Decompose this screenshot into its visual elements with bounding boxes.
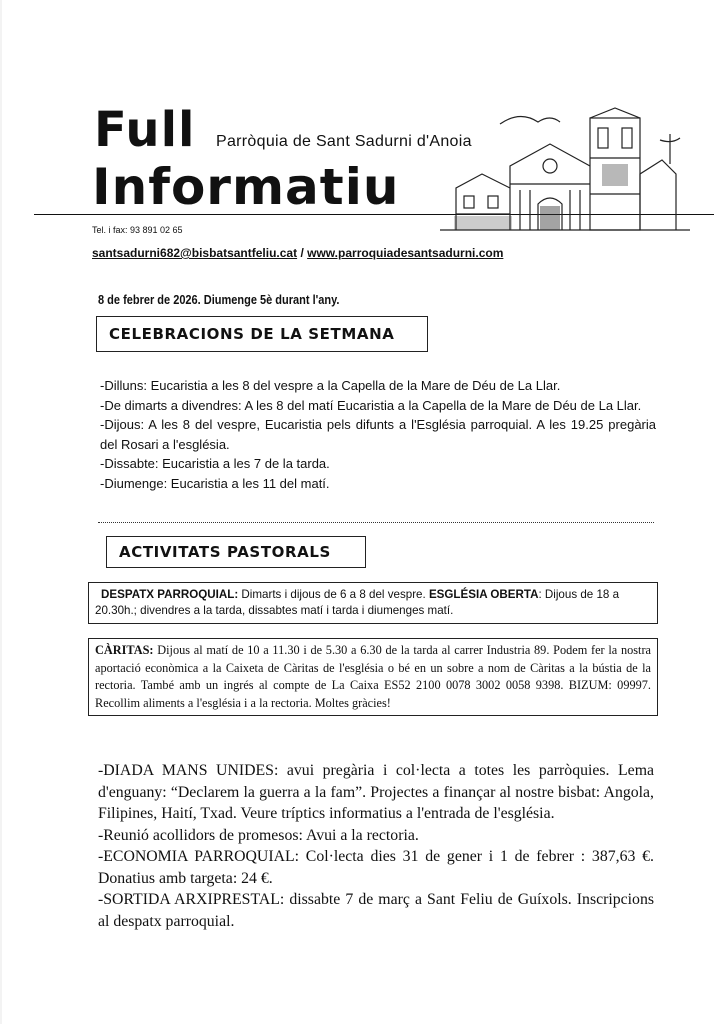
section-heading-text: CELEBRACIONS DE LA SETMANA — [109, 325, 395, 343]
website-link[interactable]: www.parroquiadesantsadurni.com — [307, 246, 504, 260]
open-church-label: ESGLÉSIA OBERTA — [428, 588, 539, 601]
dotted-divider — [98, 522, 654, 523]
news-item: -DIADA MANS UNIDES: avui pregària i col·lecta a totes les parròquies. Lema d'enguany: “Declarem la guerra a la fam”. Projectes a finançar al nostre bisbat: Angola, Filipines, Haití, Txad. Veure tríptics informatius a l'entrada de l'església. — [98, 762, 654, 822]
caritas-box — [88, 638, 658, 716]
contact-line — [92, 245, 503, 261]
list-item: -Dissabte: Eucaristia a les 7 de la tarda. — [100, 456, 330, 471]
office-hours-box — [88, 582, 658, 624]
contact-separator: / — [297, 246, 308, 260]
phone-number: Tel. i fax: 93 891 02 65 — [92, 225, 183, 235]
section-heading-text: ACTIVITATS PASTORALS — [119, 543, 331, 561]
list-item: -De dimarts a divendres: A les 8 del matí Eucaristia a la Capella de la Mare de Déu de La Llar. — [100, 397, 642, 413]
news-item: -ECONOMIA PARROQUIAL: Col·lecta dies 31 de gener i 1 de febrer : 387,63 €. Donatius amb targeta: 24 €. — [98, 848, 654, 887]
email-link[interactable]: santsadurni682@bisbatsantfeliu.cat — [92, 246, 298, 260]
open-church-text: : Dijous de 18 a 20.30h.; divendres a la tarda, dissabtes matí i tarda i diumenges matí. — [95, 588, 620, 617]
office-label: DESPATX PARROQUIAL: — [101, 588, 239, 601]
section-heading-celebracions — [96, 316, 428, 352]
news-item: -SORTIDA ARXIPRESTAL: dissabte 7 de març a Sant Feliu de Guíxols. Inscripcions al despatx parroquial. — [98, 891, 654, 930]
newsletter-title-line1: Full — [94, 102, 196, 158]
newsletter-title-line2: Informatiu — [92, 158, 400, 216]
section-heading-activitats — [106, 536, 366, 568]
list-item: -Dijous: A les 8 del vespre, Eucaristia pels difunts a l'Església parroquial. A les 19.25 pregària del Rosari a l'església. — [100, 417, 656, 452]
list-item: -Dilluns: Eucaristia a les 8 del vespre a la Capella de la Mare de Déu de La Llar. — [100, 378, 561, 393]
caritas-label: CÀRITAS: — [95, 643, 154, 657]
caritas-text: Dijous al matí de 10 a 11.30 i de 5.30 a 6.30 de la tarda al carrer Industria 89. Podem fer la nostra aportació econòmica a la Caixeta de Càritas de l'església o bé en un sobre a nom de Càritas a la bústia de la rectoria. També amb un ingrés al compte de La Caixa ES52 2100 0078 3002 0058 9398. BIZUM: 09997. Recollim aliments a l'església i a la rectoria. Moltes gràcies! — [95, 643, 651, 710]
page-edge — [0, 0, 2, 1024]
issue-date: 8 de febrer de 2026. Diumenge 5è durant l'any. — [98, 293, 340, 307]
parish-name: Parròquia de Sant Sadurni d'Anoia — [216, 133, 472, 150]
office-hours-text: Dimarts i dijous de 6 a 8 del vespre. — [238, 588, 429, 601]
church-illustration — [440, 104, 690, 244]
news-item: -Reunió acollidors de promesos: Avui a la rectoria. — [98, 826, 419, 844]
celebrations-list — [100, 376, 656, 493]
news-list — [98, 760, 654, 932]
list-item: -Diumenge: Eucaristia a les 11 del matí. — [100, 475, 330, 491]
